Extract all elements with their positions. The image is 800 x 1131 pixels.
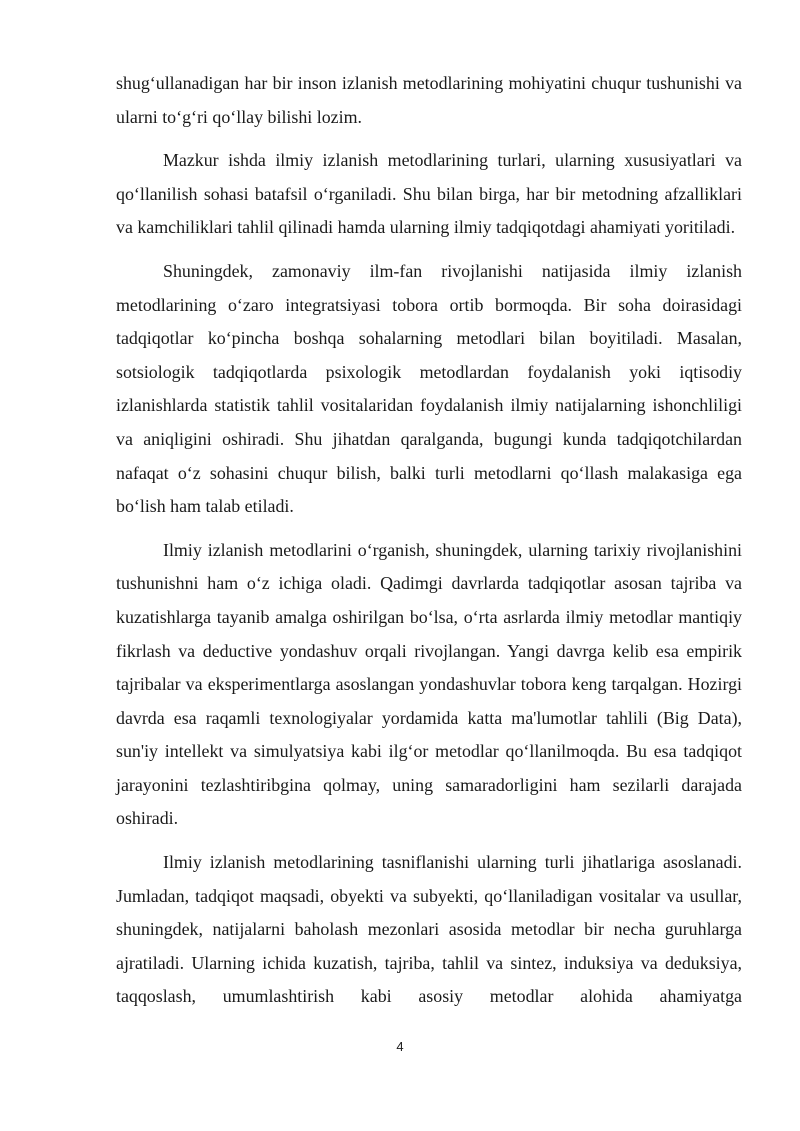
paragraph: Shuningdek, zamonaviy ilm-fan rivojlanishi natijasida ilmiy izlanish metodlarining o‘zaro integratsiyasi tobora ortib bormoqda. Bir soha doirasidagi tadqiqotlar ko‘pincha boshqa sohalarning metodlari bilan boyitiladi. Masalan, sotsiologik tadqiqotlarda psixologik metodlardan foydalanish yoki iqtisodiy izlanishlarda statistik tahlil vositalaridan foydalanish ilmiy natijalarning ishonchliligi va aniqligini oshiradi. Shu jihatdan qaralganda, bugungi kunda tadqiqotchilardan nafaqat o‘z sohasini chuqur bilish, balki turli metodlarni qo‘llash malakasiga ega bo‘lish ham talab etiladi. — [116, 260, 742, 517]
paragraph-continuation: shug‘ullanadigan har bir inson izlanish metodlarining mohiyatini chuqur tushunishi va ularni to‘g‘ri qo‘llay bilishi lozim. — [116, 73, 742, 127]
paragraph: Mazkur ishda ilmiy izlanish metodlarining turlari, ularning xususiyatlari va qo‘llanilish sohasi batafsil o‘rganiladi. Shu bilan birga, har bir metodning afzalliklari va kamchiliklari tahlil qilinadi hamda ularning ilmiy tadqiqotdagi ahamiyati yoritiladi. — [116, 150, 742, 238]
paragraph: Ilmiy izlanish metodlarining tasniflanishi ularning turli jihatlariga asoslanadi. Jumladan, tadqiqot maqsadi, obyekti va subyekti, qo‘llaniladigan vositalar va usullar, shuningdek, natijalarni baholash mezonlari asosida metodlar bir necha guruhlarga ajratiladi. Ularning ichida kuzatish, tajriba, tahlil va sintez, induksiya va deduksiya, taqqoslash, umumlashtirish kabi asosiy metodlar alohida ahamiyatga — [116, 852, 742, 1007]
paragraph: Ilmiy izlanish metodlarini o‘rganish, shuningdek, ularning tarixiy rivojlanishini tushunishni ham o‘z ichiga oladi. Qadimgi davrlarda tadqiqotlar asosan tajriba va kuzatishlarga tayanib amalga oshirilgan bo‘lsa, o‘rta asrlarda ilmiy metodlar mantiqiy fikrlash va deductive yondashuv orqali rivojlangan. Yangi davrga kelib esa empirik tajribalar va eksperimentlarga asoslangan yondashuvlar tobora keng tarqalgan. Hozirgi davrda esa raqamli texnologiyalar yordamida katta ma'lumotlar tahlili (Big Data), sun'iy intellekt va simulyatsiya kabi ilg‘or metodlar qo‘llanilmoqda. Bu esa tadqiqot jarayonini tezlashtiribgina qolmay, uning samaradorligini ham sezilarli darajada oshiradi. — [116, 539, 742, 829]
page-number: 4 — [396, 1039, 404, 1054]
body-text — [116, 67, 742, 1014]
